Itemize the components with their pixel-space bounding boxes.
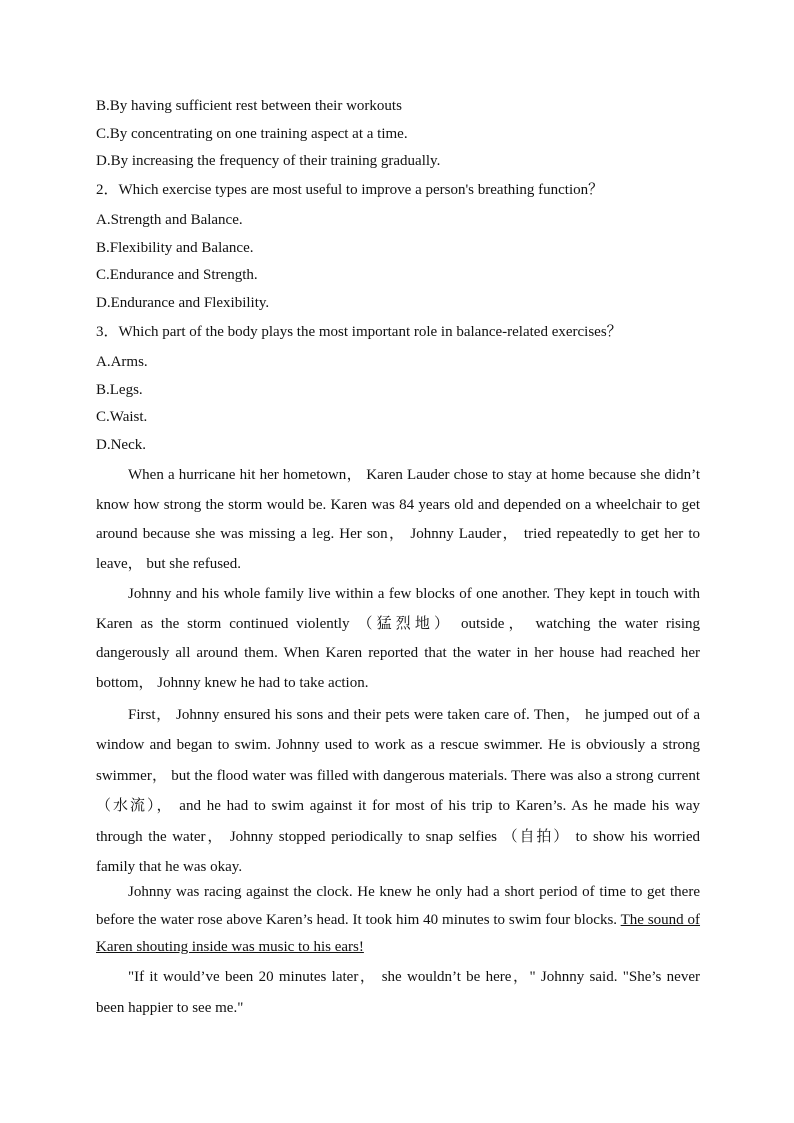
q1-option-d: D.By increasing the frequency of their training gradually. (96, 153, 441, 169)
passage-paragraph-4-text (96, 879, 700, 962)
q2-option-a: A.Strength and Balance. (96, 212, 243, 228)
q3-option-b: B.Legs. (96, 382, 143, 398)
q2-option-c: C.Endurance and Strength. (96, 267, 258, 283)
q3-option-c: C.Waist. (96, 409, 148, 425)
q3-option-d: D.Neck. (96, 437, 146, 453)
passage-paragraph-1 (96, 461, 700, 579)
q2-option-b: B.Flexibility and Balance. (96, 240, 254, 256)
passage-paragraph-5-text: "If it would’ve been 20 minutes later， she wouldn’t be here，" Johnny said. "She’s never been happier to see me." (96, 969, 700, 1016)
passage-paragraph-2 (96, 580, 700, 698)
q1-option-b: B.By having sufficient rest between their workouts (96, 98, 402, 114)
passage-paragraph-3-text: First， Johnny ensured his sons and their pets were taken care of. Then， he jumped out of a window and began to swim. Johnny used to work as a rescue swimmer. He is obviously a strong swimmer， but the flood water was filled with dangerous materials. There was also a strong current （水流）， and he had to swim against it for most of his trip to Karen’s. As he made his way through the water， Johnny stopped periodically to snap selfies （自拍） to show his worried family that he was okay. (96, 707, 700, 876)
passage-paragraph-5 (96, 962, 700, 1024)
q2-stem: 2．Which exercise types are most useful to improve a person's breathing function？ (96, 182, 604, 198)
passage-paragraph-4-main: Johnny was racing against the clock. He knew he only had a short period of time to get there before the water rose above Karen’s head. It took him 40 minutes to swim four blocks. (96, 884, 700, 928)
q2-option-d: D.Endurance and Flexibility. (96, 295, 270, 311)
passage-paragraph-4 (96, 879, 700, 962)
passage-paragraph-1-text: When a hurricane hit her hometown， Karen Lauder chose to stay at home because she didn’t know how strong the storm would be. Karen was 84 years old and depended on a wheelchair to get around because she was missing a leg. Her son， Johnny Lauder， tried repeatedly to get her to leave， but she refused. (96, 467, 700, 572)
underlined-sentence: The sound of Karen shouting inside was music to his ears! (96, 911, 701, 955)
q3-stem: 3．Which part of the body plays the most important role in balance-related exercises？ (96, 324, 622, 340)
passage-paragraph-3 (96, 700, 700, 882)
passage-paragraph-2-text: Johnny and his whole family live within a few blocks of one another. They kept in touch with Karen as the storm continued violently （猛烈地） outside， watching the water rising dangerously all around them. When Karen reported that the water in her house had reached her bottom， Johnny knew he had to take action. (96, 586, 700, 691)
q3-option-a: A.Arms. (96, 354, 148, 370)
q1-option-c: C.By concentrating on one training aspect at a time. (96, 126, 408, 142)
